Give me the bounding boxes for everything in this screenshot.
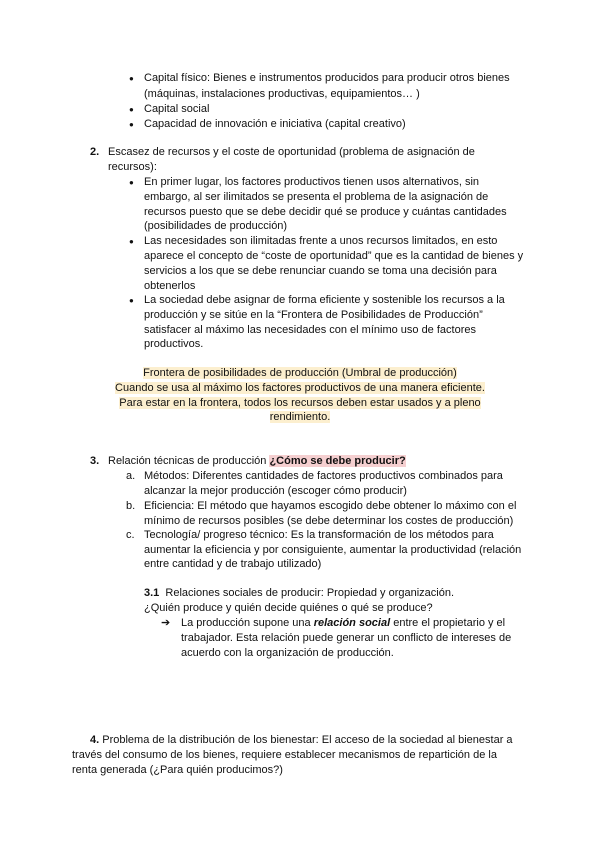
arrow-text-post: entre el propietario y el xyxy=(390,617,506,629)
bullet-text: producción y se sitúe en la “Frontera de Posibilidades de Producción” xyxy=(144,309,483,321)
item-text: Métodos: Diferentes cantidades de factores productivos combinados para xyxy=(144,470,503,482)
bullet-text: Las necesidades son ilimitadas frente a unos recursos limitados, en esto xyxy=(144,235,498,247)
section-3-number: 3. xyxy=(90,455,100,467)
subsection-question: ¿Quién produce y quién decide quiénes o qué se produce? xyxy=(144,602,433,614)
section-2-number: 2. xyxy=(90,146,100,158)
section-2-title: recursos): xyxy=(108,161,157,173)
highlight-line xyxy=(0,410,600,425)
section-4-text: través del consumo de los bienes, requiere establecer mecanismos de repartición de la xyxy=(72,749,497,761)
highlight-text: Para estar en la frontera, todos los recursos deben estar usados y a pleno xyxy=(119,397,481,409)
item-text: Eficiencia: El método que hayamos escogido debe obtener lo máximo con el xyxy=(144,500,517,512)
section-3-question: ¿Cómo se debe producir? xyxy=(269,455,406,467)
bullet-text: obtenerlos xyxy=(144,280,196,292)
bullet-dot: ● xyxy=(129,296,134,305)
highlight-text: Cuando se usa al máximo los factores productivos de una manera eficiente. xyxy=(115,382,485,394)
bullet-text: aparece el concepto de “coste de oportunidad” que es la cantidad de bienes y xyxy=(144,250,524,262)
arrow-text-emphasis: relación social xyxy=(313,617,391,629)
highlight-line xyxy=(0,396,600,411)
arrow-text xyxy=(181,616,505,631)
highlight-line xyxy=(0,381,600,396)
bullet-text: (posibilidades de producción) xyxy=(144,220,288,232)
item-letter: b. xyxy=(126,500,136,512)
section-4-text: Problema de la distribución de los bienestar: El acceso de la sociedad al bienestar a xyxy=(99,734,513,746)
arrow-text-pre: La producción supone una xyxy=(181,617,314,629)
item-text: alcanzar la mejor producción (escoger cómo producir) xyxy=(144,485,407,497)
item-text: mínimo de recursos posibles (se debe determinar los costes de producción) xyxy=(144,515,514,527)
bullet-text: recursos puesto que se debe decidir qué se produce y cuántas cantidades xyxy=(144,206,507,218)
arrow-icon: ➔ xyxy=(161,617,171,629)
item-text: Tecnología/ progreso técnico: Es la transformación de los métodos para xyxy=(144,529,494,541)
highlight-line xyxy=(0,366,600,381)
section-3-heading xyxy=(108,454,406,469)
section-4-line xyxy=(90,733,513,748)
bullet-text: Capital social xyxy=(144,103,210,115)
bullet-text: La sociedad debe asignar de forma eficiente y sostenible los recursos a la xyxy=(144,294,505,306)
item-text: aumentar la eficiencia y por consiguiente, aumentar la productividad (relación xyxy=(144,544,522,556)
subsection-title: Relaciones sociales de producir: Propiedad y organización. xyxy=(165,587,455,599)
section-4-text: renta generada (¿Para quién producimos?) xyxy=(72,764,283,776)
subsection-heading xyxy=(144,586,454,601)
bullet-text: satisfacer al máximo las necesidades con el mínimo uso de factores xyxy=(144,324,476,336)
bullet-dot: ● xyxy=(129,105,134,114)
section-3-title: Relación técnicas de producción xyxy=(108,455,270,467)
bullet-text: (máquinas, instalaciones productivas, equipamientos… ) xyxy=(144,88,420,100)
bullet-text: Capacidad de innovación e iniciativa (capital creativo) xyxy=(144,118,406,130)
section-4-number: 4. xyxy=(90,734,100,746)
bullet-dot: ● xyxy=(129,178,134,187)
arrow-text: trabajador. Esta relación puede generar un conflicto de intereses de xyxy=(181,632,512,644)
bullet-dot: ● xyxy=(129,237,134,246)
section-2-title: Escasez de recursos y el coste de oportunidad (problema de asignación de xyxy=(108,146,475,158)
bullet-text: productivos. xyxy=(144,338,204,350)
item-letter: a. xyxy=(126,470,136,482)
bullet-text: servicios a los que se debe renunciar cuando se toma una decisión para xyxy=(144,265,497,277)
item-text: entre cantidad y de trabajo utilizado) xyxy=(144,558,322,570)
bullet-text: embargo, al ser ilimitados se presenta el problema de la asignación de xyxy=(144,191,489,203)
highlight-text: Frontera de posibilidades de producción (Umbral de producción) xyxy=(143,367,457,379)
highlight-text: rendimiento. xyxy=(269,411,331,423)
bullet-text: Capital físico: Bienes e instrumentos producidos para producir otros bienes xyxy=(144,72,510,84)
bullet-dot: ● xyxy=(129,74,134,83)
arrow-text: acuerdo con la organización de producción. xyxy=(181,647,394,659)
subsection-number: 3.1 xyxy=(144,587,160,599)
bullet-text: En primer lugar, los factores productivos tienen usos alternativos, sin xyxy=(144,176,480,188)
item-letter: c. xyxy=(126,529,135,541)
bullet-dot: ● xyxy=(129,120,134,129)
